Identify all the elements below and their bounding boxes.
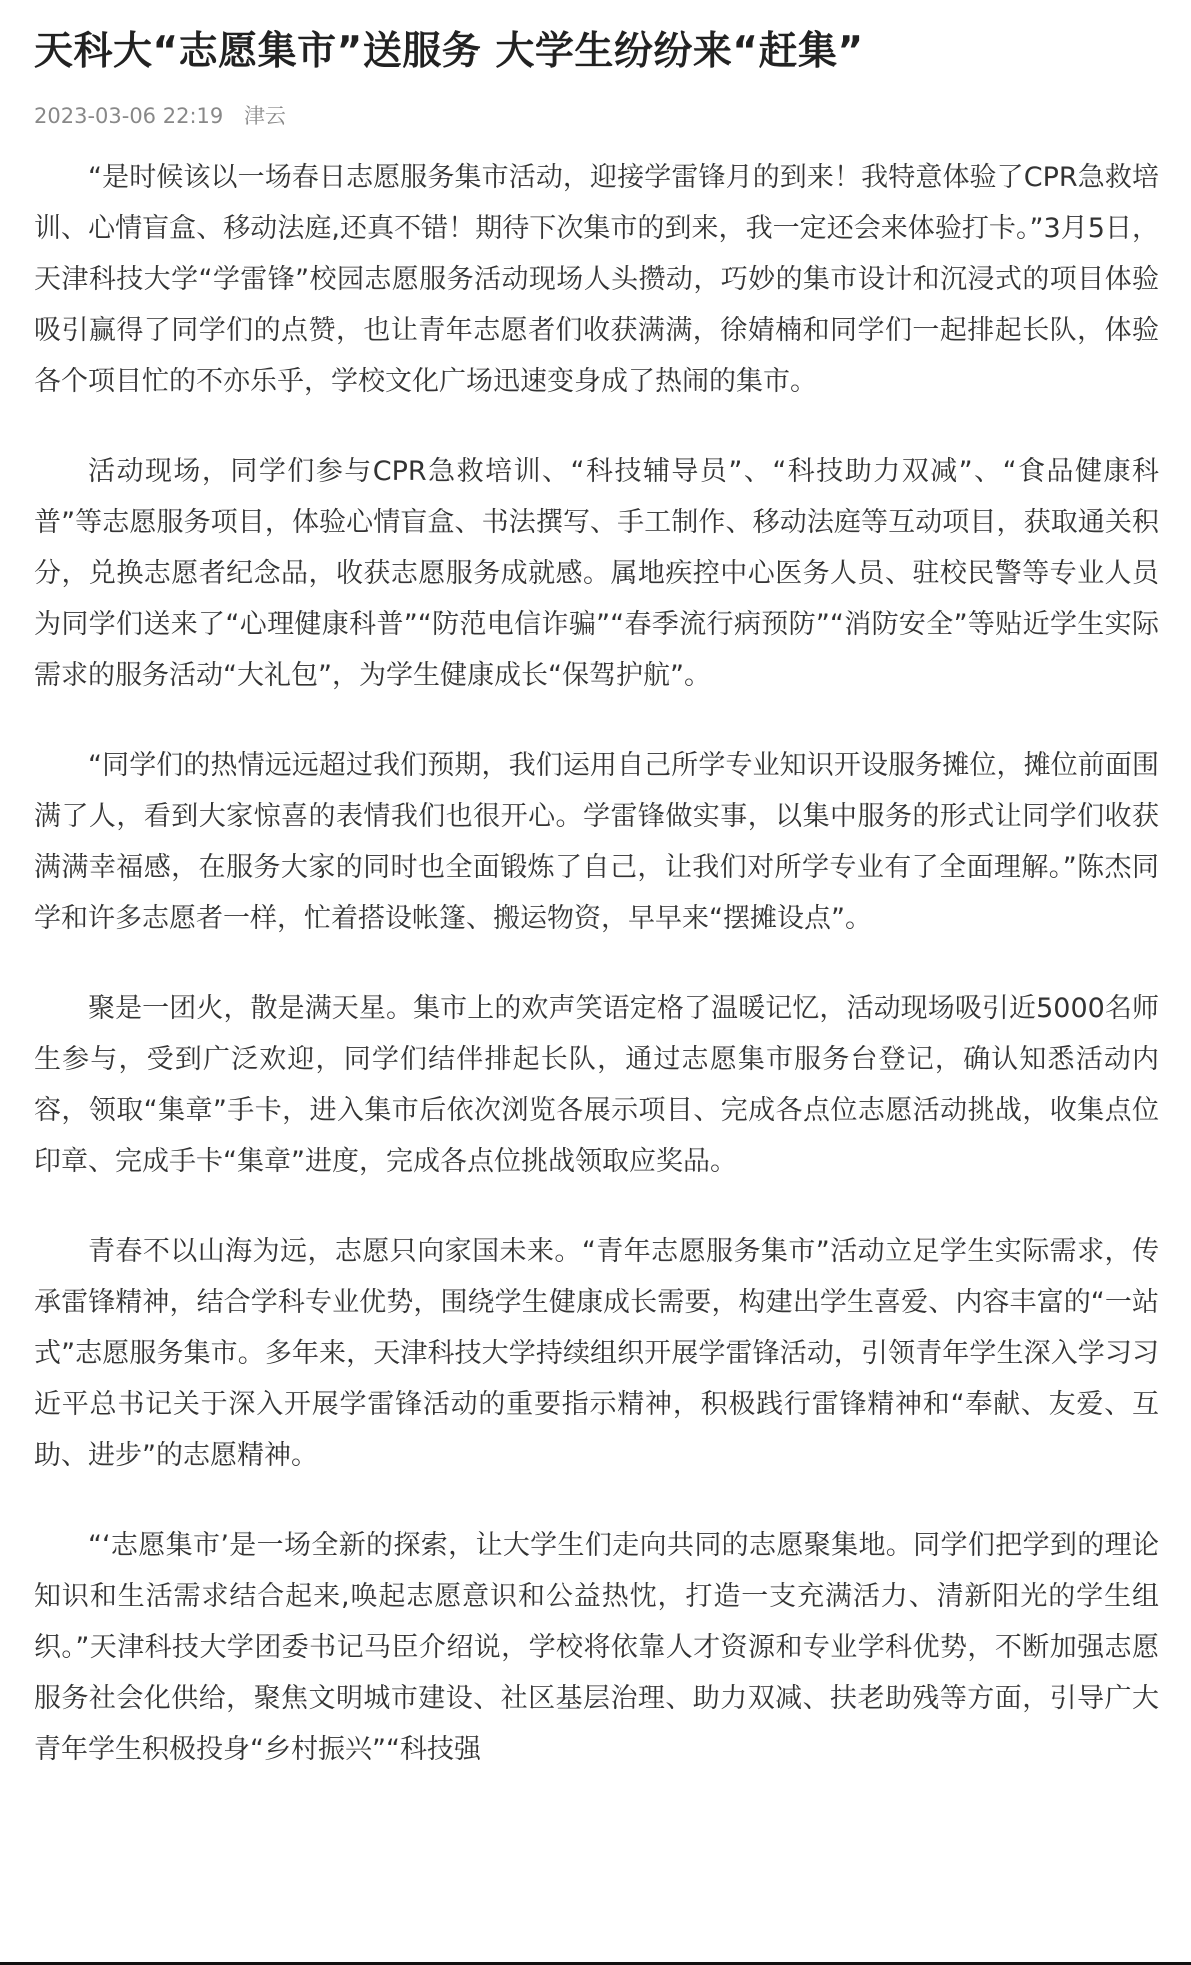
article-body (34, 152, 1159, 1775)
paragraph-3: “同学们的热情远远超过我们预期，我们运用自己所学专业知识开设服务摊位，摊位前面围满了人，看到大家惊喜的表情我们也很开心。学雷锋做实事，以集中服务的形式让同学们收获满满幸福感，在服务大家的同时也全面锻炼了自己，让我们对所学专业有了全面理解。”陈杰同学和许多志愿者一样，忙着搭设帐篷、搬运物资，早早来“摆摊设点”。 (34, 750, 1159, 934)
paragraph-4: 聚是一团火，散是满天星。集市上的欢声笑语定格了温暖记忆，活动现场吸引近5000名师生参与，受到广泛欢迎，同学们结伴排起长队，通过志愿集市服务台登记，确认知悉活动内容，领取“集章”手卡，进入集市后依次浏览各展示项目、完成各点位志愿活动挑战，收集点位印章、完成手卡“集章”进度，完成各点位挑战领取应奖品。 (34, 993, 1159, 1177)
publish-date: 2023-03-06 22:19 (34, 104, 224, 128)
article (34, 0, 1159, 1814)
article-title: 天科大“志愿集市”送服务 大学生纷纷来“赶集” (34, 29, 864, 74)
paragraph-6: “‘志愿集市’是一场全新的探索，让大学生们走向共同的志愿聚集地。同学们把学到的理论知识和生活需求结合起来,唤起志愿意识和公益热忱，打造一支充满活力、清新阳光的学生组织。”天津科技大学团委书记马臣介绍说，学校将依靠人才资源和专业学科优势，不断加强志愿服务社会化供给，聚焦文明城市建设、社区基层治理、助力双减、扶老助残等方面，引导广大青年学生积极投身“乡村振兴”“科技强 (34, 1530, 1159, 1765)
article-source: 津云 (243, 104, 286, 128)
paragraph-1: “是时候该以一场春日志愿服务集市活动，迎接学雷锋月的到来！我特意体验了CPR急救培训、心情盲盒、移动法庭,还真不错！期待下次集市的到来，我一定还会来体验打卡。”3月5日，天津科技大学“学雷锋”校园志愿服务活动现场人头攒动，巧妙的集市设计和沉浸式的项目体验吸引赢得了同学们的点赞，也让青年志愿者们收获满满，徐婧楠和同学们一起排起长队，体验各个项目忙的不亦乐乎，学校文化广场迅速变身成了热闹的集市。 (34, 162, 1159, 397)
article-meta (34, 102, 1159, 130)
paragraph-2: 活动现场，同学们参与CPR急救培训、“科技辅导员”、“科技助力双减”、“食品健康科普”等志愿服务项目，体验心情盲盒、书法撰写、手工制作、移动法庭等互动项目，获取通关积分，兑换志愿者纪念品，收获志愿服务成就感。属地疾控中心医务人员、驻校民警等专业人员为同学们送来了“心理健康科普”“防范电信诈骗”“春季流行病预防”“消防安全”等贴近学生实际需求的服务活动“大礼包”，为学生健康成长“保驾护航”。 (34, 456, 1159, 691)
paragraph-5: 青春不以山海为远，志愿只向家国未来。“青年志愿服务集市”活动立足学生实际需求，传承雷锋精神，结合学科专业优势，围绕学生健康成长需要，构建出学生喜爱、内容丰富的“一站式”志愿服务集市。多年来，天津科技大学持续组织开展学雷锋活动，引领青年学生深入学习习近平总书记关于深入开展学雷锋活动的重要指示精神，积极践行雷锋精神和“奉献、友爱、互助、进步”的志愿精神。 (34, 1236, 1159, 1471)
